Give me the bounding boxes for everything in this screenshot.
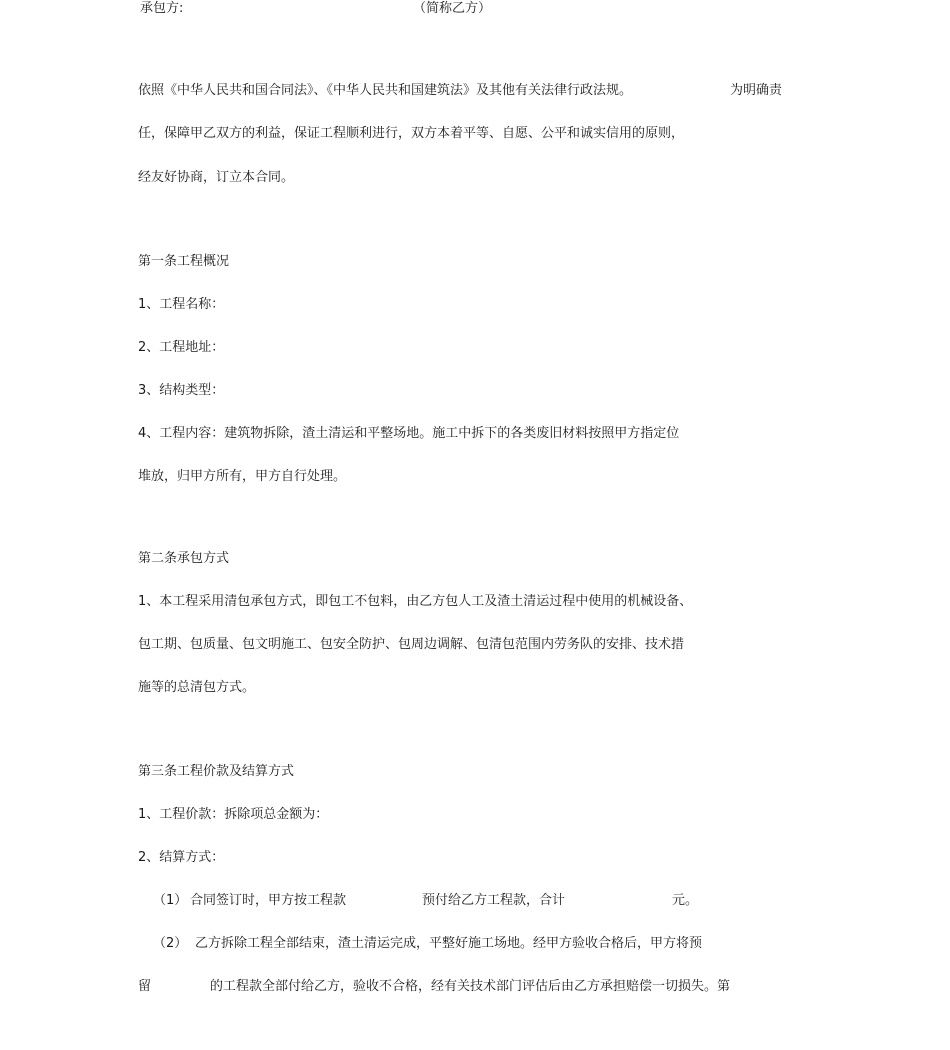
article-3-sub-1-number: （1） — [153, 893, 188, 908]
article-3-title: 第三条工程价款及结算方式 — [138, 764, 295, 779]
article-3-sub-1b: 预付给乙方工程款，合计 — [422, 893, 566, 908]
preamble-line-1b: 为明确责 — [730, 83, 783, 98]
preamble-line-2: 任，保障甲乙双方的利益，保证工程顺利进行，双方本着平等、自愿、公平和诚实信用的原则， — [138, 126, 685, 141]
contractor-label: 承包方: — [140, 1, 184, 16]
preamble-line-1a: 依照《中华人民共和国合同法》、《中华人民共和国建筑法》及其他有关法律行政法规。 — [138, 83, 633, 98]
article-2-item-1c: 施等的总清包方式。 — [138, 680, 256, 695]
article-1-item-4a: 4、工程内容：建筑物拆除，渣土清运和平整场地。施工中拆下的各类废旧材料按照甲方指定位 — [138, 426, 680, 441]
article-2-item-1b: 包工期、包质量、包文明施工、包安全防护、包周边调解、包清包范围内劳务队的安排、技术措 — [138, 637, 685, 652]
article-3-item-1: 1、工程价款：拆除项总金额为： — [138, 807, 329, 822]
article-1-item-4b: 堆放，归甲方所有，甲方自行处理。 — [138, 469, 347, 484]
article-3-sub-2b-rest: 的工程款全部付给乙方，验收不合格，经有关技术部门评估后由乙方承担赔偿一切损失。第 — [210, 979, 731, 994]
article-2-title: 第二条承包方式 — [138, 551, 230, 566]
article-3-item-2: 2、结算方式： — [138, 850, 225, 865]
article-1-title: 第一条工程概况 — [138, 254, 230, 269]
article-3-sub-2b-start: 留 — [138, 979, 152, 994]
article-1-item-2: 2、工程地址： — [138, 340, 225, 355]
preamble-line-3: 经友好协商，订立本合同。 — [138, 170, 295, 185]
article-2-item-1a: 1、本工程采用清包承包方式，即包工不包料，由乙方包人工及渣土清运过程中使用的机械设备、 — [138, 594, 693, 609]
article-1-item-1: 1、工程名称： — [138, 297, 225, 312]
article-3-sub-2a: 乙方拆除工程全部结束，渣土清运完成，平整好施工场地。经甲方验收合格后，甲方将预 — [195, 936, 703, 951]
contractor-short-name: （简称乙方） — [413, 1, 492, 16]
article-1-item-3: 3、结构类型： — [138, 383, 225, 398]
article-3-sub-2-number: （2） — [153, 936, 188, 951]
article-3-sub-1c: 元。 — [672, 893, 699, 908]
article-3-sub-1a: 合同签订时，甲方按工程款 — [190, 893, 347, 908]
